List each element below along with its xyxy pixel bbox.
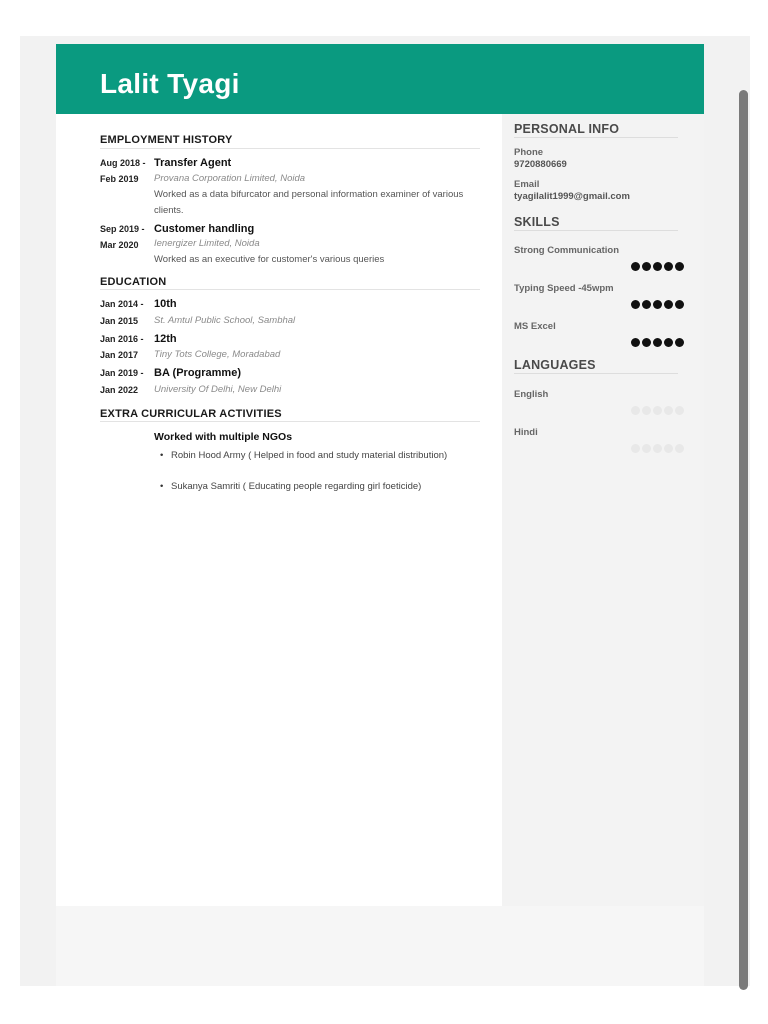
job-title: Transfer Agent — [154, 157, 232, 169]
job-date-to: Mar 2020 — [100, 240, 139, 250]
candidate-name: Lalit Tyagi — [100, 68, 240, 99]
edu-date-from: Jan 2014 - — [100, 299, 144, 309]
rating-dot — [653, 406, 662, 415]
edu-date-from: Jan 2016 - — [100, 334, 144, 344]
email-label: Email — [514, 179, 540, 190]
rating-dot — [675, 338, 684, 347]
edu-date-from: Jan 2019 - — [100, 368, 144, 378]
rating-dot — [642, 338, 651, 347]
rating-dot — [664, 262, 673, 271]
skills-title: SKILLS — [514, 215, 560, 229]
job-date-to: Feb 2019 — [100, 174, 139, 184]
rating-dot — [675, 262, 684, 271]
language-rating — [631, 406, 684, 415]
rating-dot — [653, 444, 662, 453]
rating-dot — [631, 300, 640, 309]
section-divider — [100, 421, 480, 422]
edu-date-to: Jan 2017 — [100, 350, 139, 360]
edu-institution: University Of Delhi, New Delhi — [154, 384, 282, 395]
rating-dot — [664, 300, 673, 309]
viewer-bottom-strip — [0, 986, 768, 1024]
personal-info-title: PERSONAL INFO — [514, 122, 620, 136]
edu-title: BA (Programme) — [154, 367, 241, 379]
edu-institution: Tiny Tots College, Moradabad — [154, 349, 281, 360]
rating-dot — [631, 406, 640, 415]
rating-dot — [631, 444, 640, 453]
activities-section-title: EXTRA CURRICULAR ACTIVITIES — [100, 408, 282, 420]
rating-dot — [653, 262, 662, 271]
job-date-from: Aug 2018 - — [100, 158, 146, 168]
job-description: Worked as an executive for customer's various queries — [154, 254, 385, 265]
language-name: Hindi — [514, 427, 538, 438]
rating-dot — [675, 300, 684, 309]
language-name: English — [514, 389, 549, 400]
rating-dot — [675, 406, 684, 415]
section-divider — [514, 230, 678, 231]
language-rating — [631, 444, 684, 453]
skill-rating — [631, 338, 684, 347]
edu-institution: St. Amtul Public School, Sambhal — [154, 315, 296, 326]
section-divider — [514, 373, 678, 374]
phone-label: Phone — [514, 147, 544, 158]
phone-value: 9720880669 — [514, 159, 567, 170]
rating-dot — [653, 300, 662, 309]
languages-title: LANGUAGES — [514, 358, 596, 372]
resume-header — [56, 44, 704, 114]
job-title: Customer handling — [154, 223, 255, 235]
rating-dot — [664, 338, 673, 347]
skill-rating — [631, 300, 684, 309]
job-description: Worked as a data bifurcator and personal information examiner of various clients. — [154, 189, 464, 216]
activity-item: • Sukanya Samriti ( Educating people regarding girl foeticide) — [154, 479, 501, 495]
edu-date-to: Jan 2015 — [100, 316, 139, 326]
section-divider — [514, 137, 678, 138]
section-divider — [100, 148, 480, 149]
rating-dot — [642, 444, 651, 453]
skill-name: Typing Speed -45wpm — [514, 283, 614, 294]
rating-dot — [653, 338, 662, 347]
job-employer: Ienergizer Limited, Noida — [154, 238, 260, 249]
section-divider — [100, 289, 480, 290]
rating-dot — [642, 262, 651, 271]
resume-sidebar — [502, 114, 704, 906]
rating-dot — [664, 444, 673, 453]
rating-dot — [675, 444, 684, 453]
scrollbar-thumb[interactable] — [739, 90, 748, 990]
edu-date-to: Jan 2022 — [100, 385, 139, 395]
activities-heading: Worked with multiple NGOs — [154, 431, 293, 443]
education-section-title: EDUCATION — [100, 276, 167, 288]
rating-dot — [664, 406, 673, 415]
job-employer: Provana Corporation Limited, Noida — [154, 173, 306, 184]
activity-item: • Robin Hood Army ( Helped in food and study material distribution) — [154, 448, 471, 464]
job-date-from: Sep 2019 - — [100, 224, 145, 234]
rating-dot — [642, 406, 651, 415]
skill-rating — [631, 262, 684, 271]
rating-dot — [631, 338, 640, 347]
email-value: tyagilalit1999@gmail.com — [514, 191, 630, 202]
edu-title: 10th — [154, 298, 177, 310]
edu-title: 12th — [154, 333, 177, 345]
skill-name: MS Excel — [514, 321, 556, 332]
page-footer-area — [56, 906, 704, 986]
resume-page — [56, 44, 704, 986]
rating-dot — [642, 300, 651, 309]
employment-section-title: EMPLOYMENT HISTORY — [100, 134, 233, 146]
scrollbar-track[interactable] — [750, 36, 768, 986]
skill-name: Strong Communication — [514, 245, 620, 256]
rating-dot — [631, 262, 640, 271]
